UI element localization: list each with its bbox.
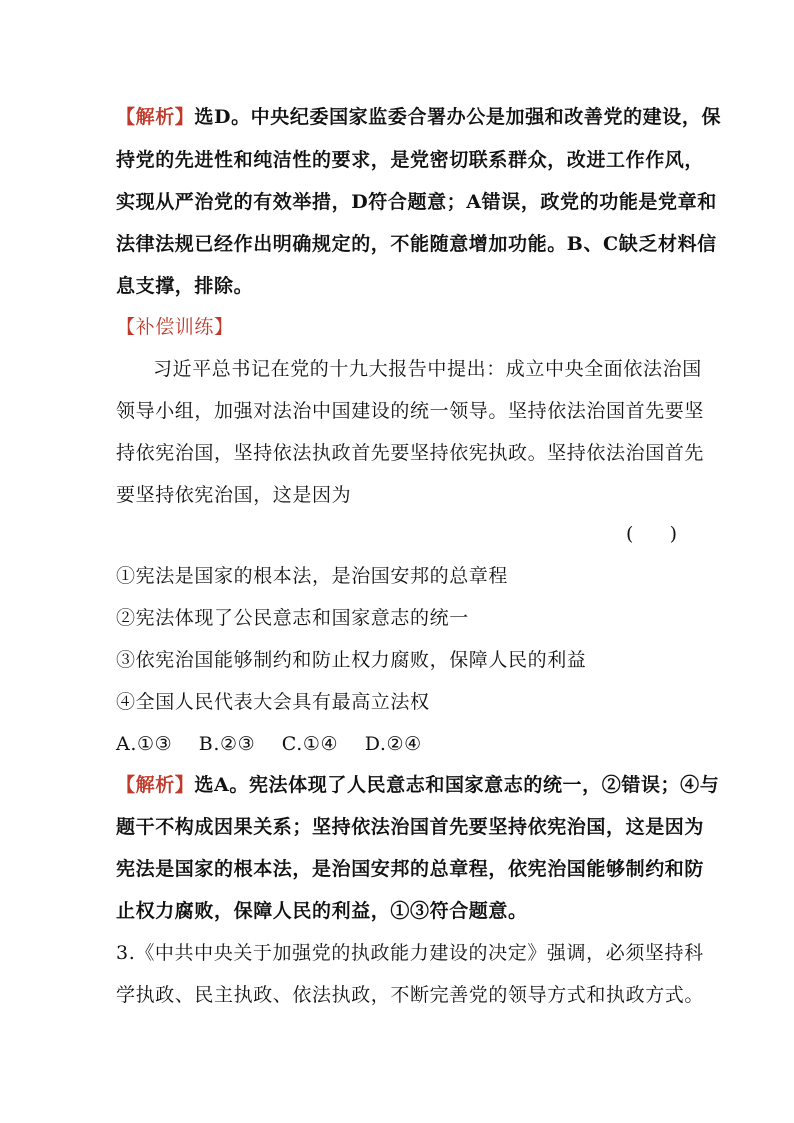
analysis-1-line-3: 实现从严治党的有效举措，D符合题意；A错误，政党的功能是党章和: [116, 191, 717, 213]
option-2: ②宪法体现了公民意志和国家意志的统一: [116, 607, 469, 629]
answer-blank: ( ): [626, 523, 678, 545]
analysis-1-line-5: 息支撑，排除。: [116, 275, 254, 297]
option-3: ③依宪治国能够制约和防止权力腐败，保障人民的利益: [116, 649, 587, 671]
analysis-1-line-1: 【解析】选D。中央纪委国家监委合署办公是加强和改善党的建设，保: [116, 106, 722, 128]
analysis-tag: 【解析】: [116, 106, 195, 128]
analysis-1-line-2: 持党的先进性和纯洁性的要求，是党密切联系群众，改进工作作风，: [116, 149, 705, 171]
analysis-1-line-4: 法律法规已经作出明确规定的，不能随意增加功能。B、C缺乏材料信: [116, 233, 717, 255]
question-3-line-1: 3.《中共中央关于加强党的执政能力建设的决定》强调，必须坚持科: [116, 942, 704, 964]
question-line-3: 持依宪治国，坚持依法执政首先要坚持依宪执政。坚持依法治国首先: [116, 442, 705, 464]
analysis-2-line-1: 【解析】选A。宪法体现了人民意志和国家意志的统一，②错误；④与: [116, 774, 720, 796]
analysis-tag: 【解析】: [116, 774, 195, 796]
answer-choices: A.①③ B.②③ C.①④ D.②④: [116, 733, 422, 755]
analysis-2-line-3: 宪法是国家的根本法，是治国安邦的总章程，依宪治国能够制约和防: [116, 858, 705, 880]
question-line-2: 领导小组，加强对法治中国建设的统一领导。坚持依法治国首先要坚: [116, 400, 705, 422]
analysis-2-line-4: 止权力腐败，保障人民的利益，①③符合题意。: [116, 900, 528, 922]
question-line-4: 要坚持依宪治国，这是因为: [116, 484, 352, 506]
question-3-line-2: 学执政、民主执政、依法执政，不断完善党的领导方式和执政方式。: [116, 984, 705, 1006]
analysis-2-line-2: 题干不构成因果关系；坚持依法治国首先要坚持依宪治国，这是因为: [116, 816, 705, 838]
supplement-tag: 【补偿训练】: [116, 316, 234, 338]
option-1: ①宪法是国家的根本法，是治国安邦的总章程: [116, 565, 509, 587]
question-line-1: 习近平总书记在党的十九大报告中提出：成立中央全面依法治国: [153, 358, 702, 380]
option-4: ④全国人民代表大会具有最高立法权: [116, 691, 430, 713]
